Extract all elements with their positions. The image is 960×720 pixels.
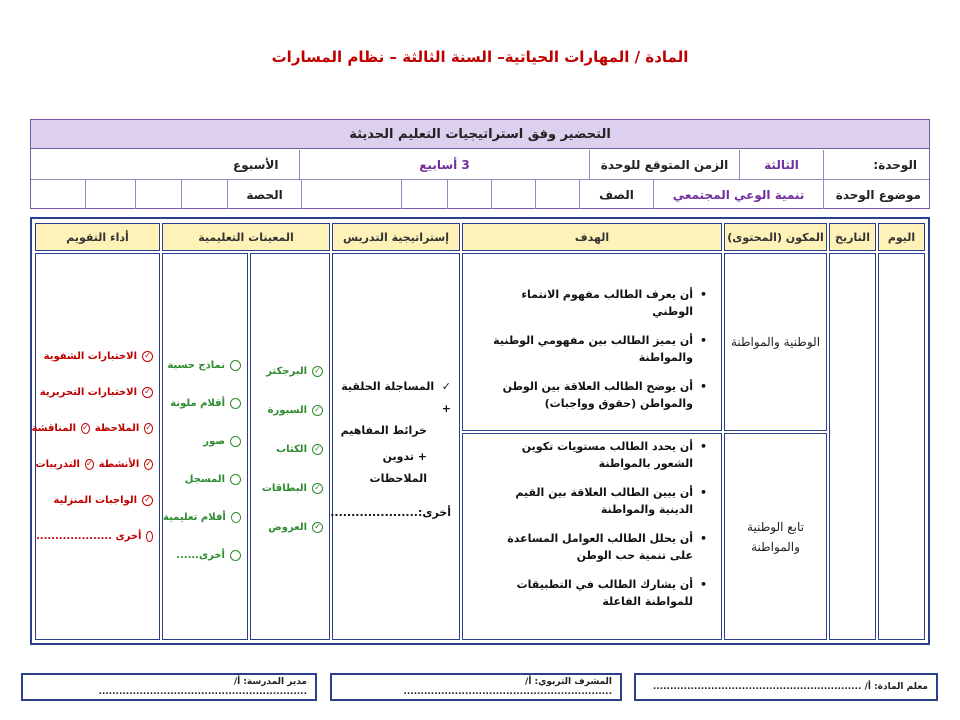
aid-item: نماذج حسية — [163, 346, 241, 384]
assessment-item: ✓ الاختبارات الشفوية — [36, 338, 153, 374]
check-circle-icon: ✓ — [312, 444, 323, 455]
aid-item: ✓ البرجكتر — [251, 352, 323, 391]
aids-open-cell — [162, 253, 248, 640]
circle-icon — [146, 531, 153, 542]
week-label: الأسبوع — [233, 157, 279, 172]
col-objective: الهدف — [462, 223, 722, 251]
teacher-signature: معلم المادة: أ/ ............................................................. — [634, 673, 938, 701]
strategy-line-2: خرائط المفاهيم — [340, 424, 427, 437]
aid-item: ✓ السبورة — [251, 391, 323, 430]
check-circle-icon: ✓ — [145, 422, 152, 432]
date-cell — [829, 253, 876, 640]
header-empty-cell — [181, 180, 227, 209]
objective-list-1 — [481, 286, 707, 412]
col-aids: المعينات التعليمية — [162, 223, 330, 251]
strategy-line-3: + تدوين الملاحظات — [369, 450, 427, 485]
unit-value: الثالثة — [739, 150, 823, 179]
assessment-item: ✓ الاختبارات التحريرية — [36, 374, 153, 410]
strategy-line-1: ✓ المساجلة الحلقية + — [341, 380, 451, 415]
circle-icon — [231, 512, 241, 523]
period-label: الحصة — [227, 180, 301, 209]
aid-item: ✓ العروض — [251, 508, 323, 547]
check-circle-icon: ✓ — [142, 387, 153, 398]
strategy-other: أخرى:..................... — [330, 506, 451, 519]
check-circle-icon: ✓ — [312, 366, 323, 377]
objective-item: • أن يوضح الطالب العلاقة بين الوطن والمواطن (حقوق وواجبات) — [481, 378, 693, 412]
circle-icon — [230, 398, 241, 409]
assessment-item: ✓ الواجبات المنزلية — [36, 482, 153, 518]
aid-item: أقلام ملونة — [163, 384, 241, 422]
check-circle-icon: ✓ — [145, 458, 152, 468]
assessment-cell — [31, 253, 160, 640]
aid-item: ✓ الكتاب — [251, 430, 323, 469]
objective-cell-2 — [462, 433, 722, 640]
col-component: المكون (المحتوى) — [724, 223, 827, 251]
header-empty-cell — [31, 180, 85, 209]
objective-item: • أن يحدد الطالب مستويات تكوين الشعور بالمواطنة — [503, 438, 693, 472]
component-1: الوطنية والمواطنة — [730, 335, 821, 349]
check-circle-icon: ✓ — [312, 522, 323, 533]
header-empty-cell — [491, 180, 535, 209]
aid-item: صور — [163, 422, 241, 460]
circle-icon — [230, 360, 241, 371]
objective-item: • أن يبين الطالب العلاقة بين القيم الدينية والمواطنة — [503, 484, 693, 518]
topic-label: موضوع الوحدة — [823, 180, 929, 209]
objective-cell-1 — [462, 253, 722, 431]
class-label: الصف — [579, 180, 653, 209]
page-title: المادة / المهارات الحياتية– السنة الثالثة – نظام المسارات — [271, 48, 689, 66]
header-table — [30, 119, 930, 209]
header-empty-cell — [85, 180, 135, 209]
topic-value: تنمية الوعي المجتمعي — [653, 180, 823, 209]
header-banner: التحضير وفق استراتيجيات التعليم الحديثة — [31, 120, 929, 149]
supervisor-signature: المشرف التربوي: أ/ ............................................................. — [330, 673, 622, 701]
assessment-item: ✓ الأنشطة ✓ التدريبات — [35, 458, 152, 470]
col-assessment: أداء التقويم — [35, 223, 160, 251]
component-cell-1 — [724, 253, 827, 431]
lesson-plan-table — [30, 217, 930, 645]
objective-item: • أن يحلل الطالب العوامل المساعدة على تنمية حب الوطن — [503, 530, 693, 564]
objective-item: • أن يعرف الطالب مفهوم الانتماء الوطني — [481, 286, 693, 320]
check-circle-icon: ✓ — [82, 422, 89, 432]
principal-signature: مدير المدرسة: أ/ ............................................................. — [21, 673, 317, 701]
col-strategy: إستراتيجية التدريس — [332, 223, 460, 251]
component-cell-2 — [724, 433, 827, 640]
aid-item: أخرى...... — [163, 536, 241, 574]
strategy-cell — [332, 253, 460, 640]
header-empty-cell — [535, 180, 579, 209]
header-row-topic — [31, 180, 929, 209]
time-value: 3 أسابيع — [299, 150, 589, 179]
aid-item: ✓ البطاقات — [251, 469, 323, 508]
objective-list-2 — [503, 438, 707, 610]
check-circle-icon: ✓ — [85, 458, 93, 468]
check-circle-icon: ✓ — [312, 405, 323, 416]
check-circle-icon: ✓ — [142, 495, 153, 506]
aids-checked-cell — [250, 253, 330, 640]
unit-label: الوحدة: — [823, 150, 929, 179]
header-empty-cell — [301, 180, 401, 209]
circle-icon — [230, 550, 241, 561]
check-icon: ✓ — [434, 380, 451, 393]
col-day: اليوم — [878, 223, 925, 251]
header-row-unit — [31, 150, 929, 180]
header-empty-cell — [447, 180, 491, 209]
day-cell — [878, 253, 925, 640]
header-empty-cell — [401, 180, 447, 209]
component-2: تابع الوطنية والمواطنة — [747, 519, 804, 554]
check-circle-icon: ✓ — [142, 351, 153, 362]
circle-icon — [230, 474, 241, 485]
aid-item: أفلام تعليمية — [163, 498, 241, 536]
time-label: الزمن المتوقع للوحدة — [589, 150, 739, 179]
circle-icon — [230, 436, 241, 447]
objective-item: • أن يشارك الطالب في التطبيقات للمواطنة الفاعلة — [503, 576, 693, 610]
assessment-item: ✓ الملاحظة ✓ المناقشة — [31, 422, 152, 434]
header-empty-cell — [135, 180, 181, 209]
objective-item: • أن يميز الطالب بين مفهومي الوطنية والمواطنة — [481, 332, 693, 366]
col-date: التاريخ — [829, 223, 876, 251]
check-circle-icon: ✓ — [312, 483, 323, 494]
assessment-item: أخرى .................... — [36, 518, 153, 554]
aid-item: المسجل — [163, 460, 241, 498]
